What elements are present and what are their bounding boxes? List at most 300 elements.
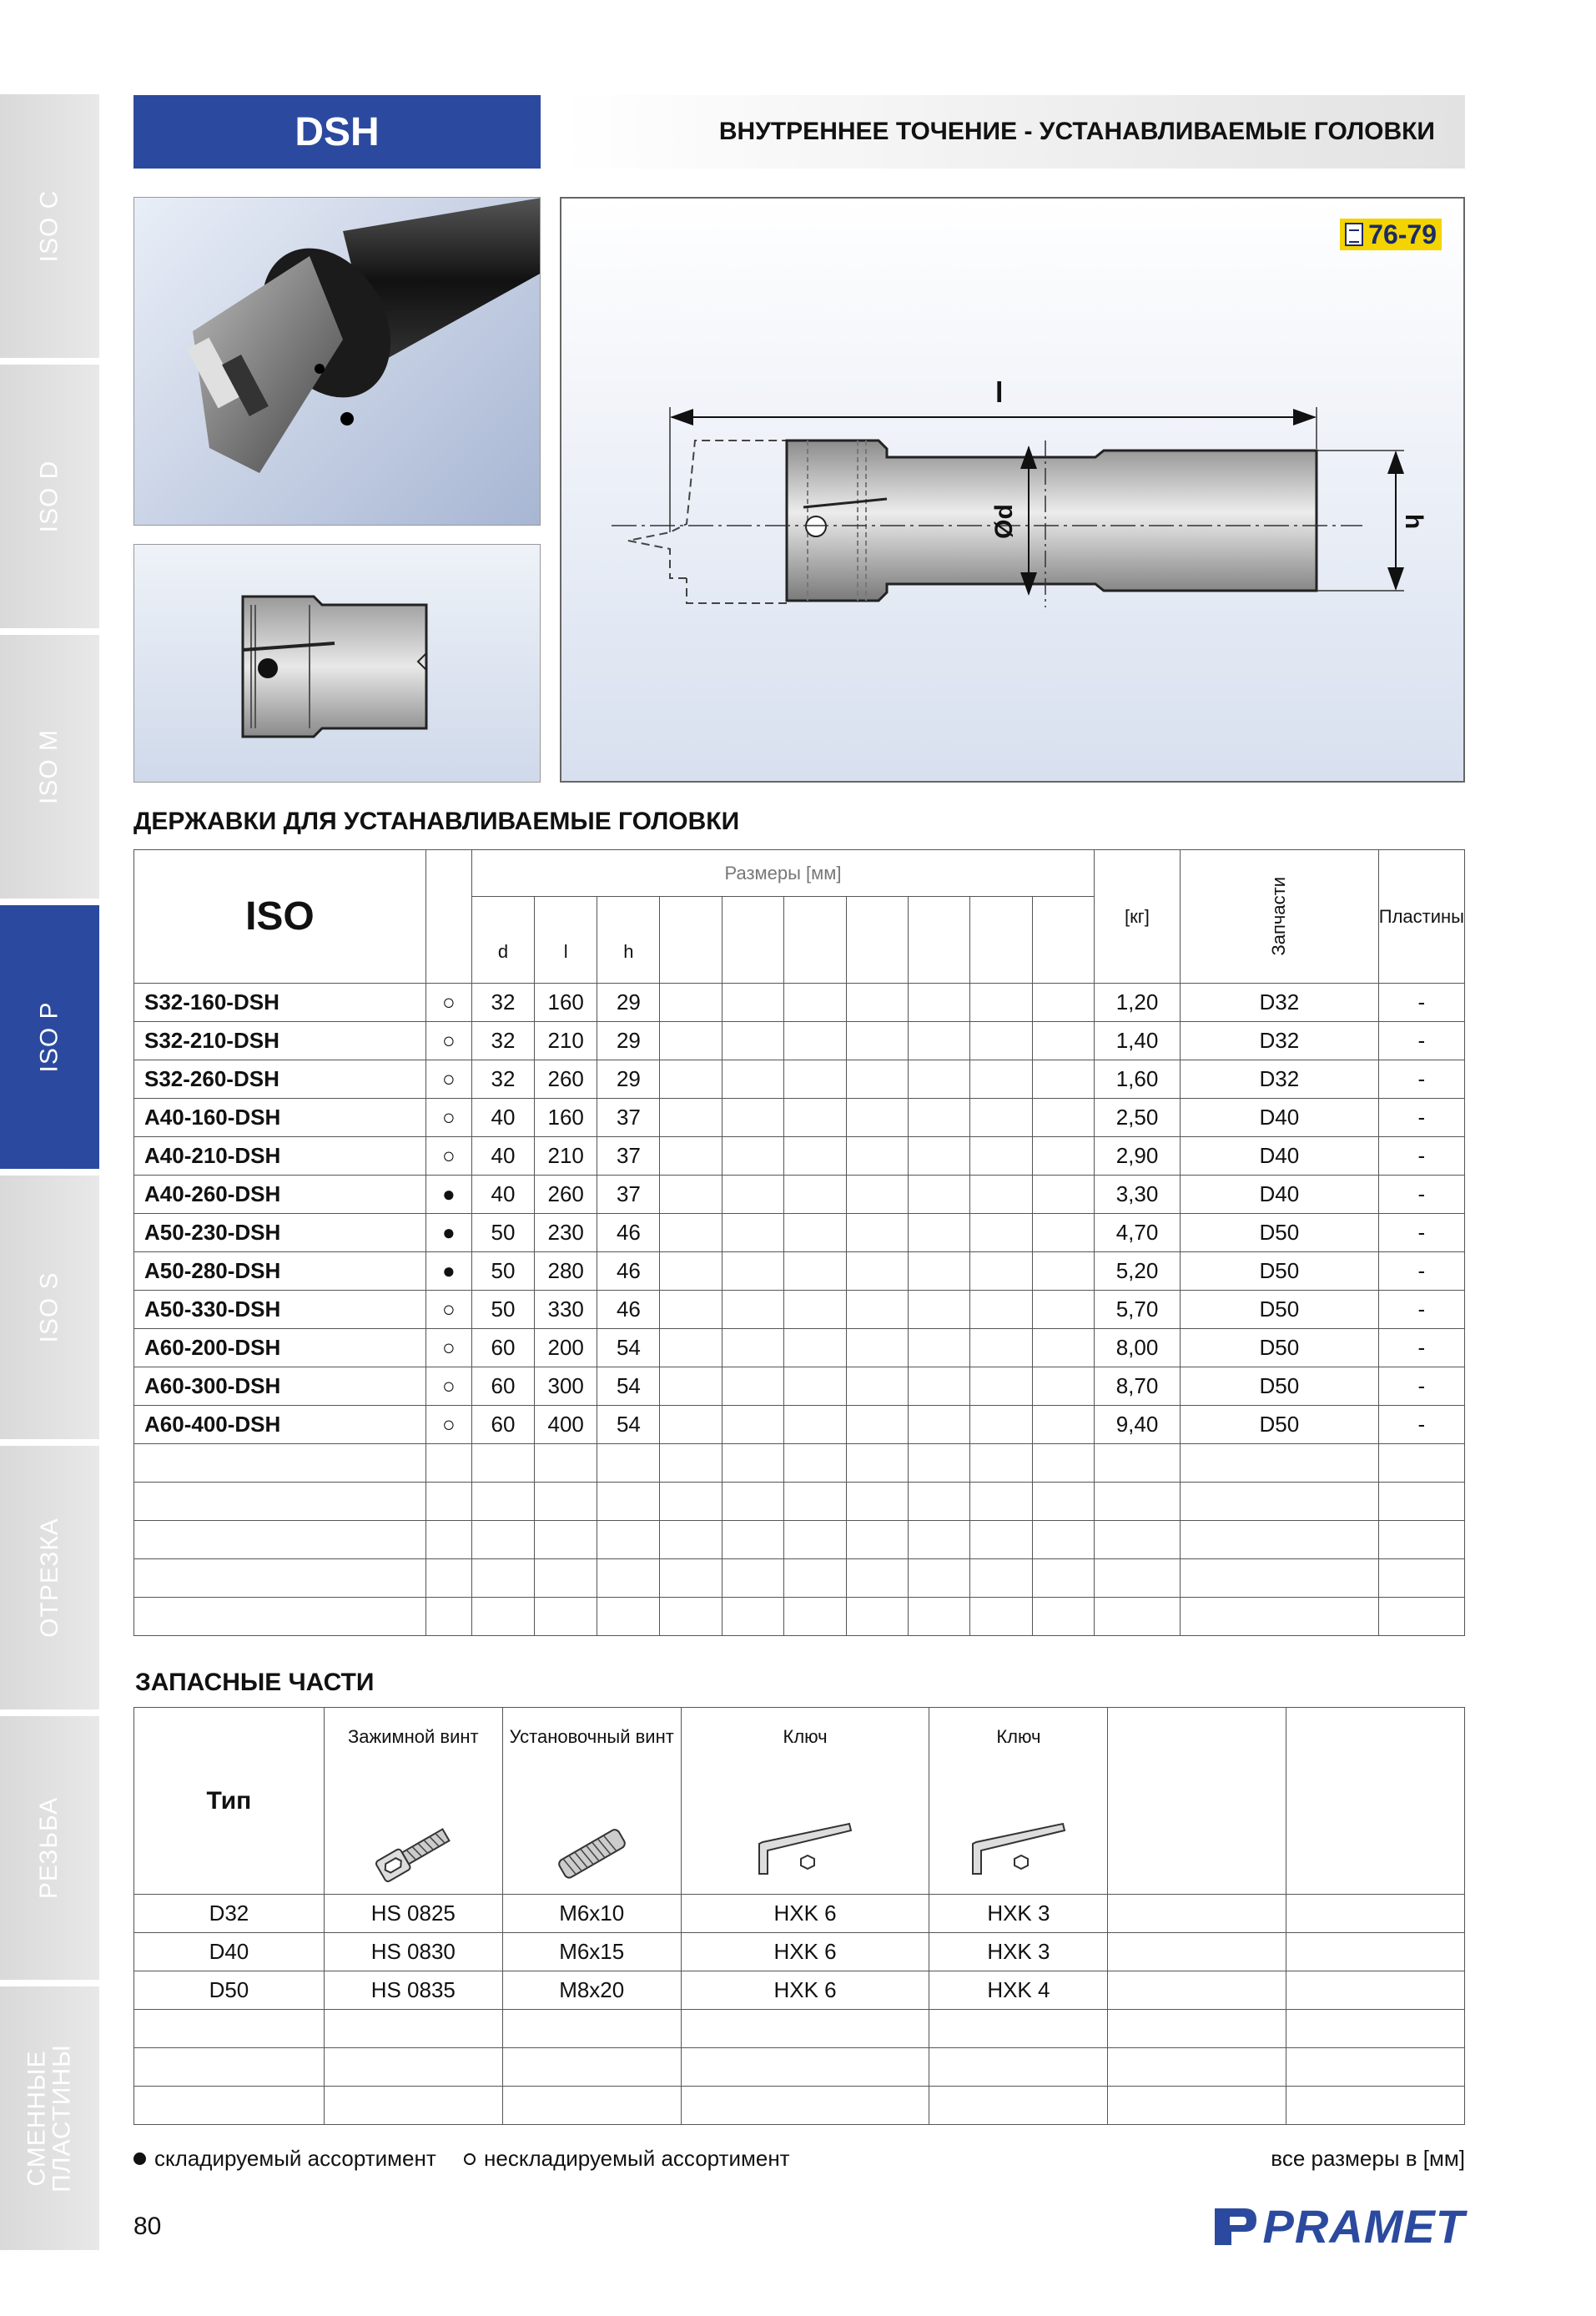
h-cell: 54 bbox=[597, 1367, 660, 1406]
table-row bbox=[134, 1598, 1465, 1636]
empty-cell bbox=[1286, 2010, 1465, 2048]
empty-cell bbox=[1032, 984, 1094, 1022]
table-row bbox=[134, 1895, 1465, 1933]
empty-cell bbox=[660, 1291, 722, 1329]
stock-indicator-cell: ○ bbox=[425, 1329, 471, 1367]
h-cell: 46 bbox=[597, 1252, 660, 1291]
empty-cell bbox=[722, 1483, 783, 1521]
h-cell: 29 bbox=[597, 984, 660, 1022]
empty-cell bbox=[908, 1022, 969, 1060]
empty-cell bbox=[134, 1598, 426, 1636]
empty-cell bbox=[846, 984, 908, 1022]
key2-cell: HXK 3 bbox=[929, 1933, 1108, 1971]
dimension-drawing bbox=[561, 199, 1465, 783]
technical-drawing bbox=[560, 197, 1465, 783]
empty-cell bbox=[784, 1252, 846, 1291]
l-cell: 210 bbox=[535, 1022, 597, 1060]
empty-cell bbox=[1378, 1598, 1464, 1636]
clamp-screw-cell: HS 0835 bbox=[324, 1971, 502, 2010]
empty-cell bbox=[134, 2010, 325, 2048]
table-row bbox=[134, 1559, 1465, 1598]
empty-cell bbox=[535, 1559, 597, 1598]
empty-cell bbox=[660, 1483, 722, 1521]
inserts-cell: - bbox=[1378, 1137, 1464, 1176]
empty-cell bbox=[1032, 1022, 1094, 1060]
clamp-screw-cell: HS 0825 bbox=[324, 1895, 502, 1933]
empty-cell bbox=[929, 2048, 1108, 2087]
iso-column-header: ISO bbox=[134, 850, 426, 984]
empty-cell bbox=[1108, 2048, 1286, 2087]
empty-cell bbox=[970, 1176, 1032, 1214]
empty-cell bbox=[1108, 2087, 1286, 2125]
spare-parts-column-header bbox=[1180, 850, 1378, 984]
empty-cell bbox=[784, 1559, 846, 1598]
brand-logo bbox=[1211, 2199, 1465, 2253]
empty-cell bbox=[1095, 1559, 1181, 1598]
empty-cell bbox=[597, 1559, 660, 1598]
empty-cell bbox=[1032, 1598, 1094, 1636]
empty-cell bbox=[1180, 1483, 1378, 1521]
spare-parts-cell: D50 bbox=[1180, 1252, 1378, 1291]
table-row bbox=[134, 1521, 1465, 1559]
empty-cell bbox=[660, 1444, 722, 1483]
side-tab-iso-s[interactable] bbox=[0, 1176, 99, 1439]
side-tab-iso-d[interactable] bbox=[0, 365, 99, 628]
empty-cell bbox=[722, 1367, 783, 1406]
empty-cell bbox=[1378, 1444, 1464, 1483]
empty-cell bbox=[660, 1559, 722, 1598]
page-reference: 76-79 bbox=[1368, 219, 1437, 249]
empty-cell bbox=[970, 1367, 1032, 1406]
weight-cell: 8,00 bbox=[1095, 1329, 1181, 1367]
empty-cell bbox=[1095, 1521, 1181, 1559]
empty-cell bbox=[722, 1022, 783, 1060]
inserts-cell: - bbox=[1378, 1022, 1464, 1060]
type-cell: D40 bbox=[134, 1933, 325, 1971]
table-row bbox=[134, 2048, 1465, 2087]
weight-cell: 9,40 bbox=[1095, 1406, 1181, 1444]
table-row bbox=[134, 1137, 1465, 1176]
spare-parts-table-body bbox=[134, 1895, 1465, 2125]
inserts-cell: - bbox=[1378, 984, 1464, 1022]
empty-cell bbox=[502, 2087, 681, 2125]
inserts-cell: - bbox=[1378, 1406, 1464, 1444]
h-cell: 29 bbox=[597, 1060, 660, 1099]
l-cell: 230 bbox=[535, 1214, 597, 1252]
boring-bar-photo-image bbox=[134, 198, 541, 526]
d-cell: 40 bbox=[472, 1137, 535, 1176]
empty-cell bbox=[1286, 2087, 1465, 2125]
stock-indicator-cell: ○ bbox=[425, 1137, 471, 1176]
empty-header bbox=[970, 897, 1032, 984]
empty-cell bbox=[908, 1214, 969, 1252]
h-cell: 46 bbox=[597, 1291, 660, 1329]
dimensions-header: Размеры [мм] bbox=[472, 850, 1095, 897]
holder-code-cell: A60-400-DSH bbox=[134, 1406, 426, 1444]
empty-cell bbox=[425, 1444, 471, 1483]
inserts-cell: - bbox=[1378, 1099, 1464, 1137]
empty-cell bbox=[970, 984, 1032, 1022]
weight-cell: 1,20 bbox=[1095, 984, 1181, 1022]
empty-cell bbox=[846, 1406, 908, 1444]
l-cell: 200 bbox=[535, 1329, 597, 1367]
empty-cell bbox=[134, 2048, 325, 2087]
legend-stocked-text: складируемый ассортимент bbox=[154, 2146, 436, 2171]
empty-cell bbox=[1108, 2010, 1286, 2048]
empty-cell bbox=[784, 1521, 846, 1559]
empty-cell bbox=[970, 1137, 1032, 1176]
empty-cell bbox=[784, 1598, 846, 1636]
spare-parts-cell: D50 bbox=[1180, 1367, 1378, 1406]
empty-cell bbox=[1286, 1933, 1465, 1971]
spare-parts-cell: D40 bbox=[1180, 1099, 1378, 1137]
empty-cell bbox=[1032, 1329, 1094, 1367]
side-tab-inserts[interactable] bbox=[0, 1986, 99, 2250]
empty-cell bbox=[1095, 1444, 1181, 1483]
legend-not-stocked bbox=[464, 2146, 790, 2172]
empty-cell bbox=[929, 2010, 1108, 2048]
empty-cell bbox=[535, 1598, 597, 1636]
empty-cell bbox=[846, 1099, 908, 1137]
empty-cell bbox=[660, 1598, 722, 1636]
empty-cell bbox=[722, 1252, 783, 1291]
holders-section-title: ДЕРЖАВКИ ДЛЯ УСТАНАВЛИВАЕМЫЕ ГОЛОВКИ bbox=[133, 808, 740, 835]
empty-cell bbox=[929, 2087, 1108, 2125]
empty-cell bbox=[784, 1022, 846, 1060]
empty-cell bbox=[970, 1521, 1032, 1559]
l-cell: 260 bbox=[535, 1176, 597, 1214]
empty-cell bbox=[1286, 2048, 1465, 2087]
empty-cell bbox=[722, 984, 783, 1022]
empty-cell bbox=[660, 1137, 722, 1176]
l-cell: 280 bbox=[535, 1252, 597, 1291]
empty-cell bbox=[1378, 1559, 1464, 1598]
tool-photo bbox=[133, 197, 541, 526]
empty-cell bbox=[784, 1214, 846, 1252]
d-cell: 32 bbox=[472, 1060, 535, 1099]
side-tab-label: ISO P bbox=[35, 1001, 63, 1073]
side-tab-iso-p[interactable] bbox=[0, 905, 99, 1169]
inserts-column-header: Пластины bbox=[1378, 850, 1464, 984]
empty-cell bbox=[1032, 1521, 1094, 1559]
empty-cell bbox=[425, 1559, 471, 1598]
holder-code-cell: A40-210-DSH bbox=[134, 1137, 426, 1176]
empty-cell bbox=[722, 1137, 783, 1176]
empty-cell bbox=[784, 984, 846, 1022]
d-column-header: d bbox=[472, 897, 535, 984]
dimension-label-h: h bbox=[1400, 513, 1428, 530]
side-tab-parting[interactable] bbox=[0, 1446, 99, 1709]
empty-cell bbox=[970, 1252, 1032, 1291]
empty-cell bbox=[846, 1444, 908, 1483]
set-screw-icon bbox=[546, 1824, 637, 1882]
d-cell: 40 bbox=[472, 1099, 535, 1137]
product-code-banner: DSH bbox=[133, 95, 541, 169]
table-row bbox=[134, 2087, 1465, 2125]
empty-cell bbox=[784, 1406, 846, 1444]
empty-cell bbox=[846, 1060, 908, 1099]
key2-column-header bbox=[929, 1708, 1108, 1895]
empty-cell bbox=[722, 1291, 783, 1329]
empty-cell bbox=[1032, 1099, 1094, 1137]
empty-cell bbox=[784, 1060, 846, 1099]
stock-indicator-cell: ○ bbox=[425, 1406, 471, 1444]
holder-code-cell: S32-160-DSH bbox=[134, 984, 426, 1022]
holder-code-cell: A60-200-DSH bbox=[134, 1329, 426, 1367]
table-row bbox=[134, 1176, 1465, 1214]
empty-cell bbox=[472, 1483, 535, 1521]
side-tab-threading[interactable] bbox=[0, 1716, 99, 1980]
legend-stocked bbox=[133, 2146, 436, 2172]
stock-column-header bbox=[425, 850, 471, 984]
empty-cell bbox=[681, 2087, 929, 2125]
table-row bbox=[134, 1329, 1465, 1367]
empty-cell bbox=[324, 2010, 502, 2048]
key2-cell: HXK 4 bbox=[929, 1971, 1108, 2010]
empty-cell bbox=[425, 1521, 471, 1559]
l-cell: 160 bbox=[535, 984, 597, 1022]
spare-parts-cell: D32 bbox=[1180, 1060, 1378, 1099]
d-cell: 50 bbox=[472, 1291, 535, 1329]
units-note: все размеры в [мм] bbox=[1271, 2146, 1465, 2171]
empty-cell bbox=[597, 1444, 660, 1483]
holder-code-cell: A40-260-DSH bbox=[134, 1176, 426, 1214]
empty-cell bbox=[1095, 1483, 1181, 1521]
empty-cell bbox=[970, 1099, 1032, 1137]
empty-cell bbox=[784, 1291, 846, 1329]
filled-dot-icon bbox=[133, 2152, 146, 2165]
empty-cell bbox=[722, 1521, 783, 1559]
empty-header bbox=[908, 897, 969, 984]
empty-cell bbox=[908, 1099, 969, 1137]
l-cell: 300 bbox=[535, 1367, 597, 1406]
spare-parts-cell: D32 bbox=[1180, 984, 1378, 1022]
empty-cell bbox=[472, 1598, 535, 1636]
type-cell: D32 bbox=[134, 1895, 325, 1933]
inserts-cell: - bbox=[1378, 1291, 1464, 1329]
side-tab-label: ISO M bbox=[35, 728, 63, 805]
key1-column-header bbox=[681, 1708, 929, 1895]
d-cell: 32 bbox=[472, 1022, 535, 1060]
empty-cell bbox=[681, 2048, 929, 2087]
h-cell: 37 bbox=[597, 1099, 660, 1137]
table-row bbox=[134, 2010, 1465, 2048]
table-row bbox=[134, 1291, 1465, 1329]
empty-cell bbox=[1032, 1483, 1094, 1521]
h-column-header: h bbox=[597, 897, 660, 984]
empty-cell bbox=[535, 1483, 597, 1521]
empty-cell bbox=[970, 1483, 1032, 1521]
brand-name: PRAMET bbox=[1262, 2200, 1465, 2253]
empty-cell bbox=[660, 984, 722, 1022]
empty-cell bbox=[846, 1022, 908, 1060]
empty-cell bbox=[908, 1291, 969, 1329]
empty-cell bbox=[908, 1137, 969, 1176]
spare-parts-cell: D32 bbox=[1180, 1022, 1378, 1060]
clamp-screw-icon bbox=[367, 1824, 459, 1882]
empty-cell bbox=[1032, 1214, 1094, 1252]
empty-cell bbox=[1032, 1176, 1094, 1214]
spare-parts-cell: D40 bbox=[1180, 1176, 1378, 1214]
spares-section-title: ЗАПАСНЫЕ ЧАСТИ bbox=[135, 1669, 375, 1696]
empty-cell bbox=[846, 1291, 908, 1329]
empty-cell bbox=[502, 2010, 681, 2048]
d-cell: 50 bbox=[472, 1252, 535, 1291]
empty-cell bbox=[660, 1099, 722, 1137]
empty-cell bbox=[908, 1406, 969, 1444]
empty-cell bbox=[908, 984, 969, 1022]
empty-cell bbox=[324, 2048, 502, 2087]
side-tab-label: ОТРЕЗКА bbox=[35, 1518, 63, 1638]
empty-cell bbox=[908, 1559, 969, 1598]
dimension-label-d: Ød bbox=[989, 504, 1018, 539]
empty-cell bbox=[1180, 1444, 1378, 1483]
holder-code-cell: S32-210-DSH bbox=[134, 1022, 426, 1060]
inserts-cell: - bbox=[1378, 1060, 1464, 1099]
empty-cell bbox=[1032, 1559, 1094, 1598]
empty-cell bbox=[472, 1444, 535, 1483]
empty-cell bbox=[134, 1559, 426, 1598]
empty-cell bbox=[846, 1559, 908, 1598]
d-cell: 50 bbox=[472, 1214, 535, 1252]
empty-cell bbox=[846, 1176, 908, 1214]
empty-cell bbox=[970, 1291, 1032, 1329]
d-cell: 60 bbox=[472, 1329, 535, 1367]
empty-header bbox=[846, 897, 908, 984]
spare-parts-table bbox=[133, 1707, 1465, 2125]
empty-cell bbox=[908, 1598, 969, 1636]
d-cell: 60 bbox=[472, 1406, 535, 1444]
stock-indicator-cell: ● bbox=[425, 1252, 471, 1291]
inserts-cell: - bbox=[1378, 1252, 1464, 1291]
weight-cell: 2,90 bbox=[1095, 1137, 1181, 1176]
side-tab-label: СМЕННЫЕ ПЛАСТИНЫ bbox=[23, 2044, 76, 2193]
empty-cell bbox=[1032, 1367, 1094, 1406]
set-screw-cell: M8x20 bbox=[502, 1971, 681, 2010]
holders-table-body bbox=[134, 984, 1465, 1636]
weight-cell: 5,70 bbox=[1095, 1291, 1181, 1329]
set-screw-column-header bbox=[502, 1708, 681, 1895]
empty-header bbox=[722, 897, 783, 984]
empty-cell bbox=[134, 2087, 325, 2125]
pramet-logo-icon bbox=[1211, 2205, 1258, 2248]
empty-cell bbox=[660, 1367, 722, 1406]
key2-cell: HXK 3 bbox=[929, 1895, 1108, 1933]
empty-cell bbox=[846, 1598, 908, 1636]
empty-cell bbox=[660, 1329, 722, 1367]
table-row bbox=[134, 1367, 1465, 1406]
stock-indicator-cell: ○ bbox=[425, 1060, 471, 1099]
head-detail-image bbox=[133, 544, 541, 783]
empty-cell bbox=[1180, 1598, 1378, 1636]
inserts-cell: - bbox=[1378, 1329, 1464, 1367]
side-tab-iso-m[interactable] bbox=[0, 635, 99, 899]
empty-cell bbox=[1180, 1521, 1378, 1559]
holder-code-cell: A60-300-DSH bbox=[134, 1367, 426, 1406]
empty-cell bbox=[970, 1022, 1032, 1060]
l-cell: 260 bbox=[535, 1060, 597, 1099]
empty-cell bbox=[908, 1483, 969, 1521]
empty-cell bbox=[660, 1022, 722, 1060]
stock-indicator-cell: ○ bbox=[425, 984, 471, 1022]
empty-cell bbox=[1032, 1291, 1094, 1329]
empty-cell bbox=[722, 1099, 783, 1137]
side-tab-label: РЕЗЬБА bbox=[35, 1796, 63, 1900]
empty-cell bbox=[1095, 1598, 1181, 1636]
empty-cell bbox=[597, 1598, 660, 1636]
empty-cell bbox=[1032, 1252, 1094, 1291]
h-cell: 37 bbox=[597, 1137, 660, 1176]
holder-code-cell: A40-160-DSH bbox=[134, 1099, 426, 1137]
empty-header bbox=[660, 897, 722, 984]
empty-cell bbox=[908, 1367, 969, 1406]
empty-cell bbox=[324, 2087, 502, 2125]
table-row bbox=[134, 1933, 1465, 1971]
empty-cell bbox=[472, 1521, 535, 1559]
empty-cell bbox=[722, 1444, 783, 1483]
key1-cell: HXK 6 bbox=[681, 1895, 929, 1933]
empty-cell bbox=[722, 1060, 783, 1099]
empty-cell bbox=[722, 1214, 783, 1252]
empty-cell bbox=[784, 1137, 846, 1176]
empty-cell bbox=[502, 2048, 681, 2087]
d-cell: 32 bbox=[472, 984, 535, 1022]
type-cell: D50 bbox=[134, 1971, 325, 2010]
table-row bbox=[134, 1252, 1465, 1291]
empty-cell bbox=[1286, 1971, 1465, 2010]
empty-header bbox=[1108, 1708, 1286, 1895]
empty-cell bbox=[908, 1060, 969, 1099]
key2-label: Ключ bbox=[996, 1726, 1041, 1747]
empty-cell bbox=[660, 1406, 722, 1444]
stock-indicator-cell: ○ bbox=[425, 1367, 471, 1406]
stock-indicator-cell: ● bbox=[425, 1176, 471, 1214]
h-cell: 29 bbox=[597, 1022, 660, 1060]
empty-cell bbox=[722, 1559, 783, 1598]
empty-cell bbox=[846, 1252, 908, 1291]
hex-key-icon bbox=[751, 1819, 859, 1882]
empty-cell bbox=[784, 1099, 846, 1137]
empty-cell bbox=[908, 1176, 969, 1214]
holder-code-cell: A50-330-DSH bbox=[134, 1291, 426, 1329]
empty-cell bbox=[681, 2010, 929, 2048]
side-tab-label: ISO C bbox=[35, 189, 63, 263]
d-cell: 40 bbox=[472, 1176, 535, 1214]
empty-cell bbox=[970, 1598, 1032, 1636]
weight-cell: 1,40 bbox=[1095, 1022, 1181, 1060]
l-column-header: l bbox=[535, 897, 597, 984]
side-tab-label: ISO S bbox=[35, 1271, 63, 1343]
empty-cell bbox=[846, 1483, 908, 1521]
side-tab-iso-c[interactable] bbox=[0, 94, 99, 358]
spare-parts-cell: D50 bbox=[1180, 1214, 1378, 1252]
empty-cell bbox=[1032, 1060, 1094, 1099]
side-tab-label: ISO D bbox=[35, 460, 63, 533]
stock-indicator-cell: ○ bbox=[425, 1099, 471, 1137]
weight-cell: 5,20 bbox=[1095, 1252, 1181, 1291]
spare-parts-cell: D50 bbox=[1180, 1406, 1378, 1444]
type-column-header: Тип bbox=[134, 1708, 325, 1895]
l-cell: 160 bbox=[535, 1099, 597, 1137]
empty-cell bbox=[1032, 1444, 1094, 1483]
holder-code-cell: A50-230-DSH bbox=[134, 1214, 426, 1252]
empty-cell bbox=[722, 1406, 783, 1444]
spare-parts-cell: D50 bbox=[1180, 1291, 1378, 1329]
empty-cell bbox=[846, 1521, 908, 1559]
clamp-screw-column-header bbox=[324, 1708, 502, 1895]
empty-cell bbox=[970, 1559, 1032, 1598]
holder-code-cell: A50-280-DSH bbox=[134, 1252, 426, 1291]
